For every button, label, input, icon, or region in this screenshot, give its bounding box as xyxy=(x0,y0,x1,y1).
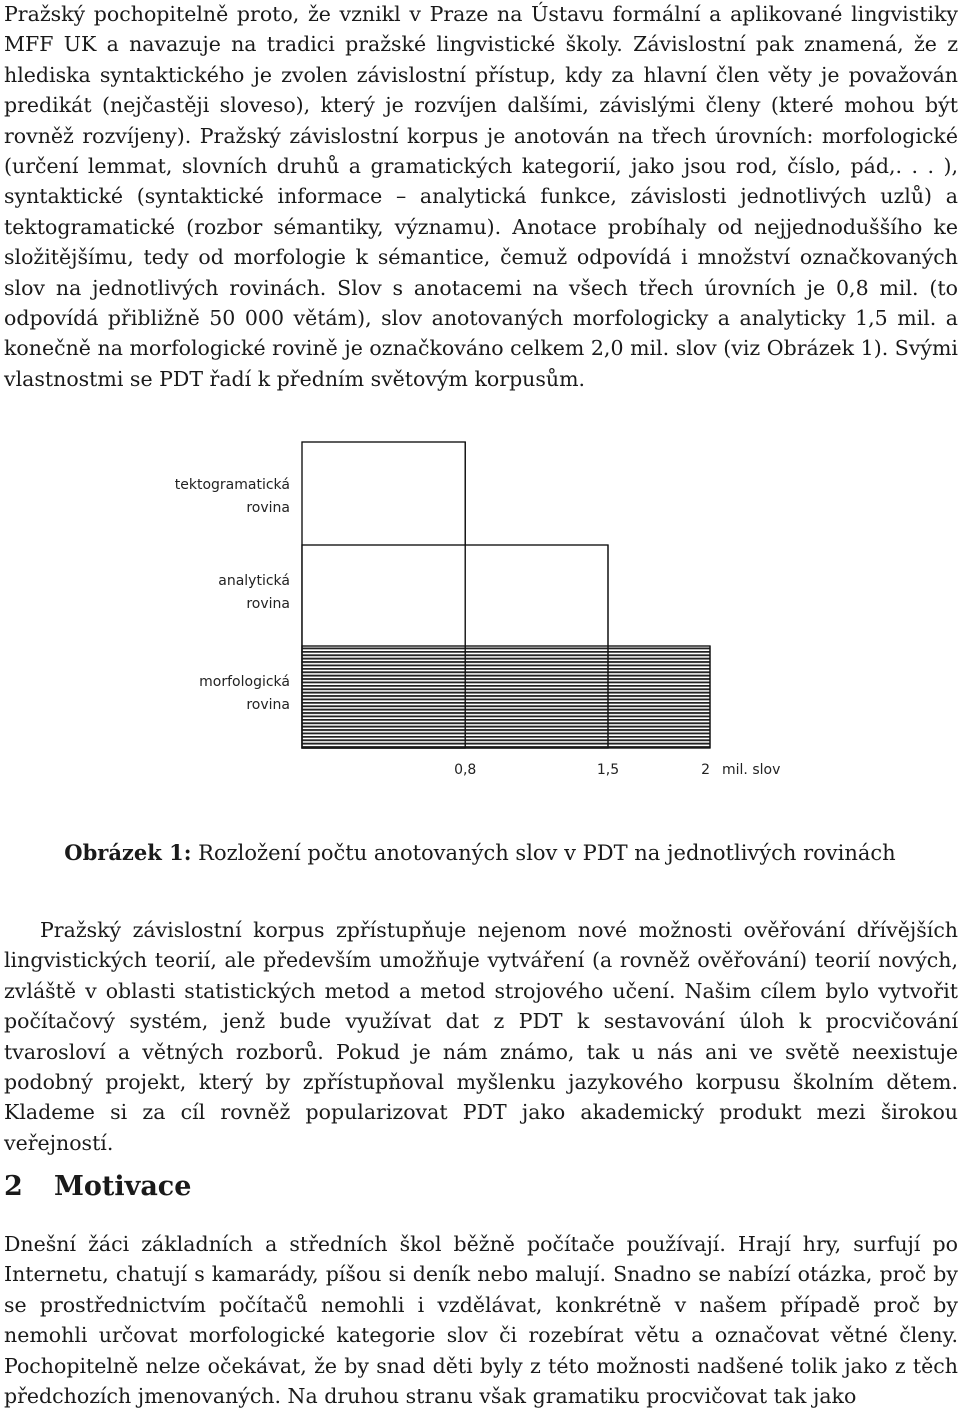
bar-morfologicka-hatch xyxy=(302,646,710,748)
tick-label-3: 2 xyxy=(701,762,710,778)
paragraph-motivation: Dnešní žáci základních a středních škol běžně počítače používají. Hrají hry, surfují po Internetu, chatují s kamarády, píšou si deník nebo malují. Snadno se nabízí otázka, proč by se prostřednictvím počítačů nemohli i vzdělávat, konkrétně v našem případě proč by nemohli určovat morfologické kategorie slov či rozebírat větu a označovat větné členy. Pochopitelně nelze očekávat, že by snad děti byly z této možnosti nadšené tolik jako z těch předchozích jmenovaných. Na druhou stranu však gramatiku procvičovat tak jako xyxy=(4,1232,958,1409)
category-label-3-line-2: rovina xyxy=(246,697,290,713)
section-title: Motivace xyxy=(54,1171,192,1202)
category-label-3-line-1: morfologická xyxy=(199,674,290,690)
tick-label-2: 1,5 xyxy=(596,762,620,778)
paragraph-intro: Pražský pochopitelně proto, že vznikl v Praze na Ústavu formální a aplikované lingvistiky MFF UK a navazuje na tradici pražské lingvistické školy. Závislostní pak znamená, že z hlediska syntaktického je zvolen závislostní přístup, kdy za hlavní člen věty je považován predikát (nejčastěji sloveso), který je rozvíjen dalšími, závislými členy (které mohou být rovněž rozvíjeny). Pražský závislostní korpus je anotován na třech úrovních: morfologické (určení lemmat, slovních druhů a gramatických kategorií, jako jsou rod, číslo, pád,. . . ), syntaktické (syntaktické informace – analytická funkce, závislosti jednotlivých uzlů) a tektogramatické (rozbor sémantiky, významu). Anotace probíhaly od nejjednoduššího ke složitějšímu, tedy od morfologie k sémantice, čemuž odpovídá i množství označkovaných slov na jednotlivých rovinách. Slov s anotacemi na všech třech úrovních je 0,8 mil. (to odpovídá přibližně 50 000 větám), slov anotovaných morfologicky a analyticky 1,5 mil. a konečně na morfologické rovině je označkováno celkem 2,0 mil. slov (viz Obrázek 1). Svými vlastnostmi se PDT řadí k předním světovým korpusům. xyxy=(4,2,958,391)
section-heading xyxy=(4,1167,191,1207)
category-label-1-line-2: rovina xyxy=(246,500,290,516)
category-label-2-line-1: analytická xyxy=(218,573,290,589)
category-label-2-line-2: rovina xyxy=(246,596,290,612)
x-unit-label: mil. slov xyxy=(722,762,781,778)
figure-annotation-levels xyxy=(0,430,960,790)
chart-svg xyxy=(0,430,960,790)
paragraph-pdt-purpose: Pražský závislostní korpus zpřístupňuje nejenom nové možnosti ověřování dřívějších lingvistických teorií, ale především umožňuje vytváření (a rovněž ověřování) teorií nových, zvláště v oblasti statistických metod a metod strojového učení. Našim cílem bylo vytvořit počítačový systém, jenž bude využívat dat z PDT k sestavování úloh k procvičování tvarosloví a větných rozborů. Pokud je nám známo, tak u nás ani ve světě neexistuje podobný projekt, který by zpřístupňoval myšlenku jazykového korpusu školním dětem. Klademe si za cíl rovněž popularizovat PDT jako akademický produkt mezi širokou veřejností. xyxy=(4,918,958,1155)
figure-caption-text: Rozložení počtu anotovaných slov v PDT na jednotlivých rovinách xyxy=(198,841,896,865)
figure-caption xyxy=(0,838,960,868)
section-number: 2 xyxy=(4,1171,23,1202)
figure-caption-label: Obrázek 1: xyxy=(64,840,192,865)
category-label-1-line-1: tektogramatická xyxy=(174,477,290,493)
tick-label-1: 0,8 xyxy=(454,762,477,778)
